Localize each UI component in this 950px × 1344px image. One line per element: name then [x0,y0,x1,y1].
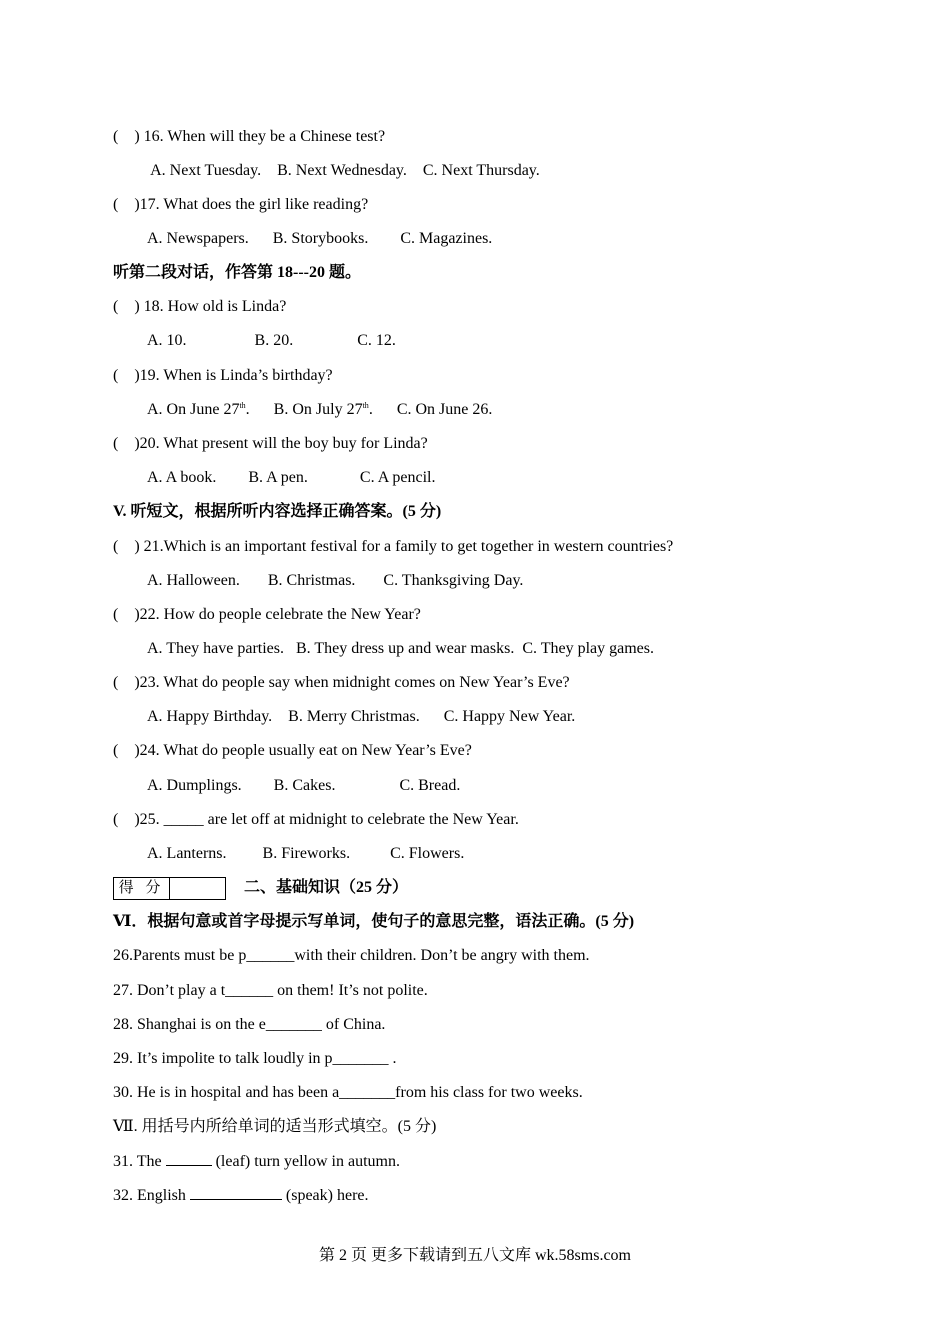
question-26: 26.Parents must be p______with their children. Don’t be angry with them. [113,947,590,964]
question-23-options: A. Happy Birthday. B. Merry Christmas. C. Happy New Year. [147,708,576,725]
question-19-options [147,400,492,420]
q31-suffix: (leaf) turn yellow in autumn. [211,1153,400,1170]
question-25: ( )25. _____ are let off at midnight to celebrate the New Year. [113,811,519,828]
question-22: ( )22. How do people celebrate the New Year? [113,606,421,623]
q31-prefix: 31. The [113,1153,166,1170]
q19-option-b-sup: th [362,401,369,410]
question-19: ( )19. When is Linda’s birthday? [113,367,333,384]
score-box [113,877,226,900]
score-label: 得 分 [114,878,170,899]
question-25-options: A. Lanterns. B. Fireworks. C. Flowers. [147,845,465,862]
q32-suffix: (speak) here. [281,1187,369,1204]
q31-blank[interactable] [166,1151,212,1166]
question-18-options: A. 10. B. 20. C. 12. [147,332,396,349]
question-27: 27. Don’t play a t______ on them! It’s not polite. [113,982,428,999]
question-17-options: A. Newspapers. B. Storybooks. C. Magazines. [147,230,493,247]
question-18: ( ) 18. How old is Linda? [113,298,287,315]
question-23: ( )23. What do people say when midnight comes on New Year’s Eve? [113,674,570,691]
page-footer: 第 2 页 更多下载请到五八文库 wk.58sms.com [318,1247,631,1264]
question-20-options: A. A book. B. A pen. C. A pencil. [147,469,436,486]
section-dialog-2-heading: 听第二段对话，作答第 18---20 题。 [113,264,361,281]
question-30: 30. He is in hospital and has been a_______from his class for two weeks. [113,1084,583,1101]
q19-option-a: A. On June 27 [147,401,240,418]
q19-option-c: . C. On June 26. [368,401,493,418]
question-32 [113,1185,369,1206]
question-21-options: A. Halloween. B. Christmas. C. Thanksgiving Day. [147,572,524,589]
q19-option-a-sup: th [239,401,246,410]
section-vi-heading: Ⅵ．根据句意或首字母提示写单词，使句子的意思完整，语法正确。(5 分) [113,913,635,930]
question-29: 29. It’s impolite to talk loudly in p_______ . [113,1050,397,1067]
question-24-options: A. Dumplings. B. Cakes. C. Bread. [147,777,461,794]
question-20: ( )20. What present will the boy buy for Linda? [113,435,428,452]
section-vii-heading: Ⅶ. 用括号内所给单词的适当形式填空。(5 分) [113,1118,437,1135]
q19-option-b: . B. On July 27 [245,401,363,418]
question-24: ( )24. What do people usually eat on New Year’s Eve? [113,742,472,759]
score-blank [170,878,225,899]
question-16-options: A. Next Tuesday. B. Next Wednesday. C. Next Thursday. [147,162,540,179]
section-v-heading: V. 听短文，根据所听内容选择正确答案。(5 分) [113,503,442,520]
question-28: 28. Shanghai is on the e_______ of China. [113,1016,386,1033]
q32-blank[interactable] [190,1185,282,1200]
question-16: ( ) 16. When will they be a Chinese test? [113,128,386,145]
question-17: ( )17. What does the girl like reading? [113,196,369,213]
question-21: ( ) 21.Which is an important festival for a family to get together in western countries? [113,538,674,555]
question-31 [113,1151,400,1172]
question-22-options: A. They have parties. B. They dress up and wear masks. C. They play games. [147,640,654,657]
part-2-title: 二、基础知识（25 分） [244,879,409,896]
q32-prefix: 32. English [113,1187,190,1204]
